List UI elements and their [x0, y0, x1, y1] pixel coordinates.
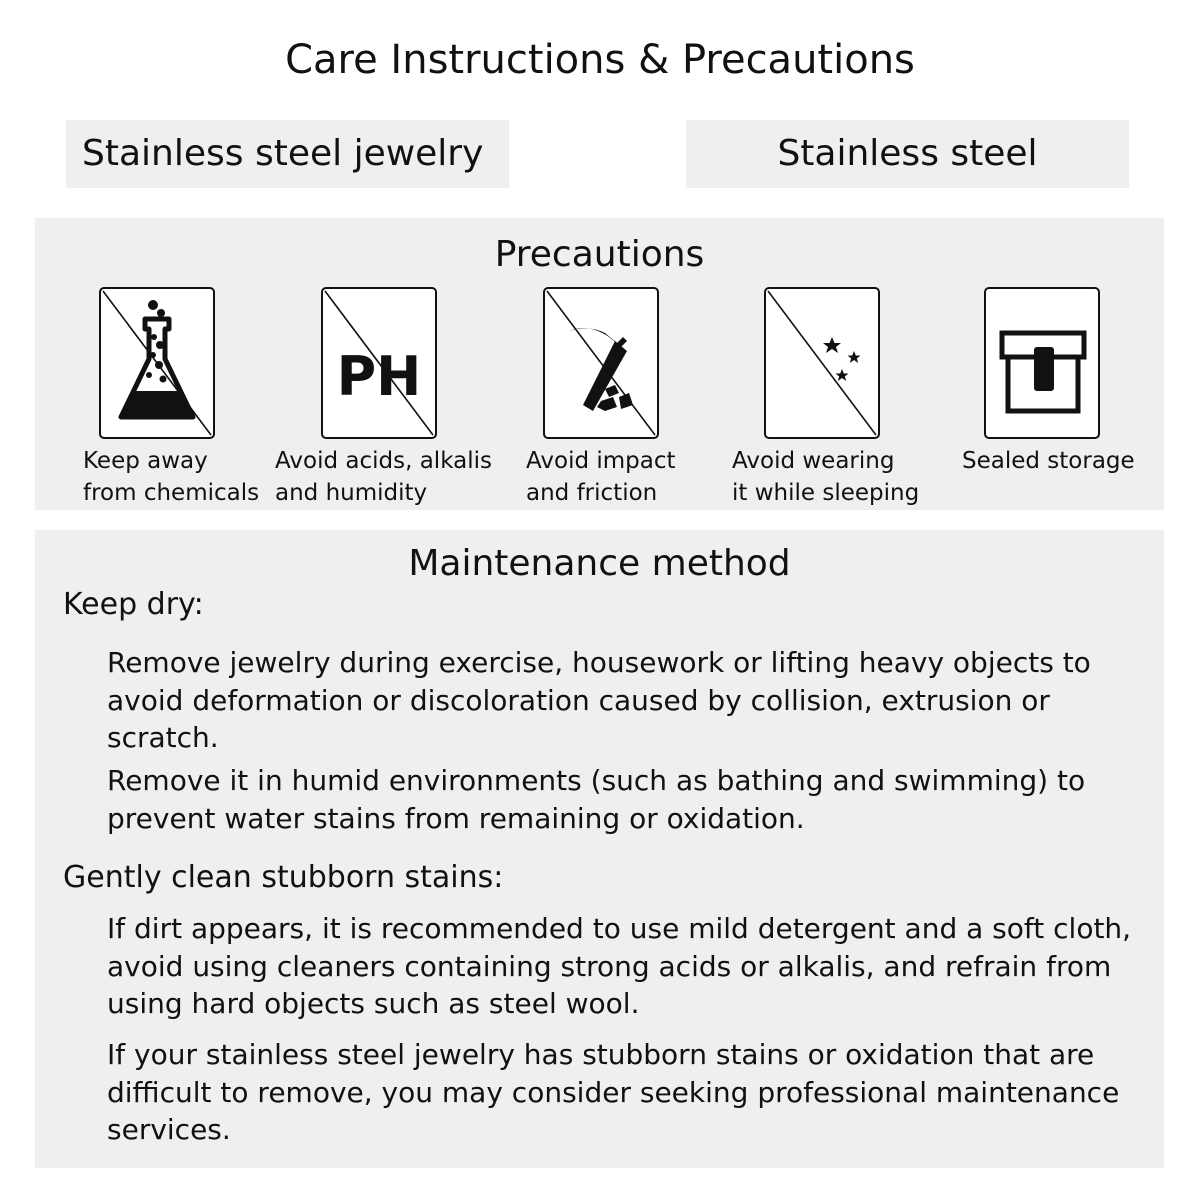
- page-title: Care Instructions & Precautions: [285, 37, 915, 83]
- precaution-label-acids: Avoid acids, alkalis and humidity: [275, 448, 492, 506]
- precaution-icon-storage: [984, 287, 1100, 439]
- precaution-icon-impact: [543, 287, 659, 439]
- moon-stars-icon: [766, 289, 878, 437]
- precautions-title: Precautions: [494, 234, 705, 275]
- precautions-panel: [35, 218, 1164, 510]
- precaution-icon-chemicals: [99, 287, 215, 439]
- precaution-label-impact: Avoid impact and friction: [526, 448, 676, 506]
- maintenance-panel: [35, 530, 1164, 1168]
- precaution-label-chemicals: Keep away from chemicals: [83, 448, 260, 506]
- paragraph-mild-detergent: If dirt appears, it is recommended to use mild detergent and a soft cloth, avoid using cleaners containing strong acids or alkalis, and refrain from using hard objects such as steel wool.: [107, 912, 1132, 1020]
- maintenance-title: Maintenance method: [408, 543, 791, 584]
- section-heading-keep-dry: Keep dry:: [63, 587, 204, 622]
- material-tag-stainless-steel: Stainless steel: [686, 120, 1129, 188]
- paragraph-professional-maintenance: If your stainless steel jewelry has stubborn stains or oxidation that are difficult to remove, you may consider seeking professional maintenance services.: [107, 1038, 1120, 1146]
- chemical-flask-icon: [101, 289, 213, 437]
- precaution-label-storage: Sealed storage: [962, 448, 1135, 474]
- paragraph-humid-environments: Remove it in humid environments (such as bathing and swimming) to prevent water stains from remaining or oxidation.: [107, 764, 1086, 835]
- precaution-icon-ph: [321, 287, 437, 439]
- ph-icon-text: PH: [336, 345, 422, 408]
- precaution-label-sleeping: Avoid wearing it while sleeping: [732, 448, 920, 506]
- category-tag-jewelry: Stainless steel jewelry: [66, 120, 509, 188]
- precaution-icon-sleeping: [764, 287, 880, 439]
- ph-icon: [323, 289, 435, 437]
- section-heading-stubborn-stains: Gently clean stubborn stains:: [63, 860, 504, 895]
- sealed-box-icon: [986, 289, 1098, 437]
- hammer-icon: [545, 289, 657, 437]
- paragraph-remove-jewelry: Remove jewelry during exercise, housework or lifting heavy objects to avoid deformation or discoloration caused by collision, extrusion or scratch.: [107, 646, 1091, 754]
